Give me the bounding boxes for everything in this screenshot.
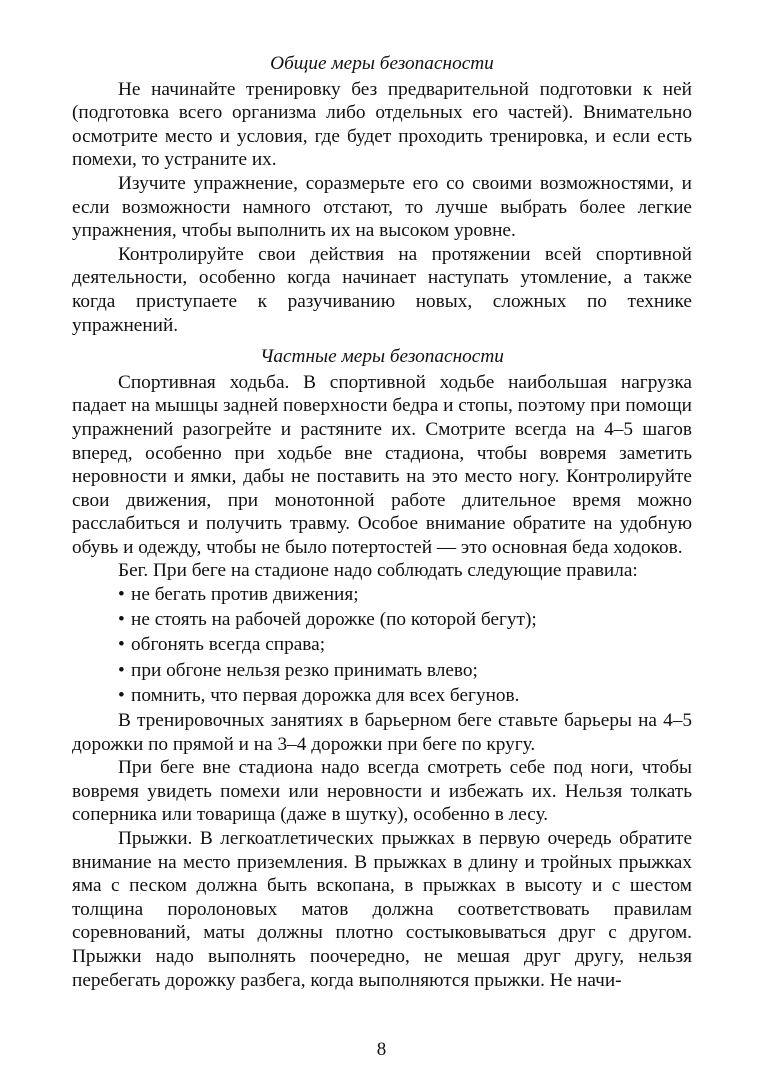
list-item	[72, 659, 692, 683]
list-item-text: помнить, что первая дорожка для всех бегунов.	[131, 684, 520, 706]
page-number: 8	[376, 1039, 387, 1060]
list-item	[72, 583, 692, 607]
paragraph-study-exercise: Изучите упражнение, соразмерьте его со своими возможностями, и если возможности намного отстают, то лучше выбрать более легкие упражнения, чтобы выполнить их на высоком уровне.	[72, 172, 692, 242]
paragraph-running-outside: При беге вне стадиона надо всегда смотреть себе под ноги, чтобы вовремя увидеть помехи или неровности и избежать их. Нельзя толкать соперника или товарища (даже в шутку), особенно в лесу.	[72, 757, 692, 826]
list-item	[72, 633, 692, 657]
paragraph-running-intro: Бег. При беге на стадионе надо соблюдать следующие правила:	[118, 560, 638, 582]
paragraph-race-walking: Спортивная ходьба. В спортивной ходьбе наибольшая нагрузка падает на мышцы задней поверхности бедра и стопы, поэтому при помощи упражнений разогрейте и растяните их. Смотрите всегда на 4–5 шагов вперед, особенно при ходьбе вне стадиона, чтобы вовремя заметить неровности и ямки, дабы не поставить на это место ногу. Контролируйте свои движения, при монотонной работе длительное время можно расслабиться и получить травму. Особое внимание обратите на удобную обувь и одежду, чтобы не было потертостей — это основная беда ходоков.	[72, 371, 692, 558]
bullet-icon: •	[118, 634, 125, 656]
paragraph-control-actions: Контролируйте свои действия на протяжении всей спортивной деятельности, особенно когда начинает наступать утомление, а также когда приступаете к разучиванию новых, сложных по технике упражнений.	[72, 243, 692, 336]
bullet-icon: •	[118, 584, 125, 606]
paragraph-jumps: Прыжки. В легкоатлетических прыжках в первую очередь обратите внимание на место приземления. В прыжках в длину и тройных прыжках яма с песком должна быть вскопана, в прыжках в высоту и с шестом толщина поролоновых матов должна соответствовать правилам соревнований, маты должны плотно состыковываться друг с другом. Прыжки надо выполнять поочередно, не мешая друг другу, нельзя перебегать дорожку разбега, когда выполняются прыжки. Не начи-	[72, 827, 692, 991]
list-item-text: не бегать против движения;	[131, 584, 359, 606]
list-item	[72, 608, 692, 632]
list-item-text: обгонять всегда справа;	[131, 634, 326, 656]
bullet-icon: •	[118, 684, 125, 706]
list-item-text: не стоять на рабочей дорожке (по которой бегут);	[131, 609, 537, 631]
paragraph-preparation: Не начинайте тренировку без предварительной подготовки к ней (подготовка всего организма либо отдельных его частей). Внимательно осмотрите место и условия, где будет проходить тренировка, и если есть помехи, то устраните их.	[72, 78, 692, 171]
running-rules-list	[72, 583, 692, 707]
bullet-icon: •	[118, 659, 125, 681]
list-item-text: при обгоне нельзя резко принимать влево;	[131, 659, 478, 681]
document-page	[72, 52, 692, 992]
section-heading-specific: Частные меры безопасности	[260, 346, 504, 368]
paragraph-hurdles: В тренировочных занятиях в барьерном беге ставьте барьеры на 4–5 дорожки по прямой и на 3–4 дорожки при беге по кругу.	[72, 710, 692, 755]
section-heading-general: Общие меры безопасности	[270, 53, 494, 74]
list-item	[72, 684, 692, 708]
bullet-icon: •	[118, 609, 125, 631]
